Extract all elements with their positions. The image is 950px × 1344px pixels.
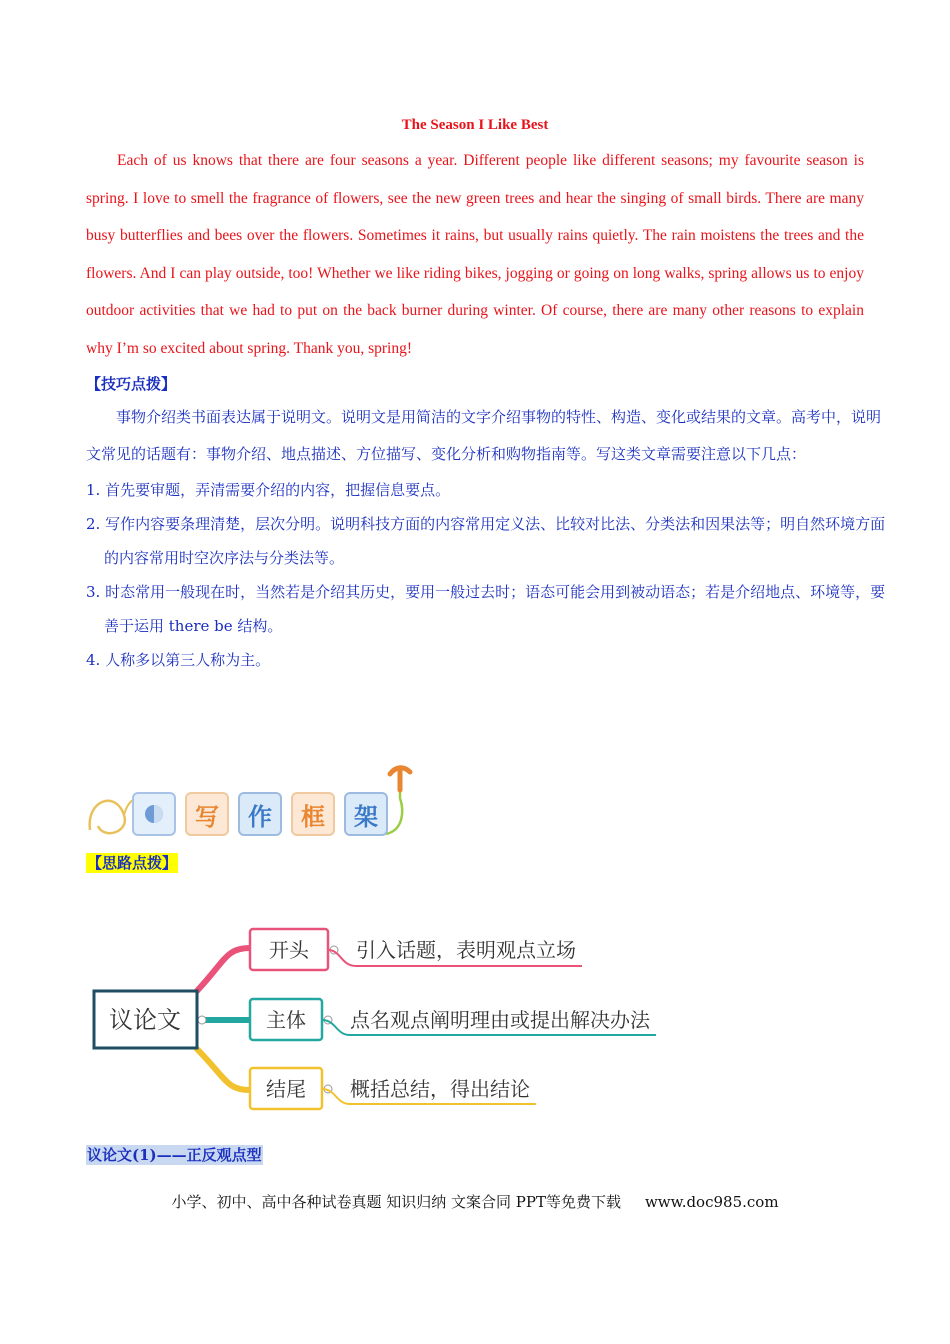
mind-map (86, 900, 686, 1130)
globe-tile-icon (132, 792, 176, 836)
connector-bottom (196, 1048, 250, 1090)
root-label: 议论文 (109, 1006, 181, 1034)
connector-top (196, 948, 250, 992)
tips-item: 1. 首先要审题，弄清需要介绍的内容，把握信息要点。 (86, 481, 451, 499)
banner-tile: 作 (238, 792, 282, 836)
footer-text: 小学、初中、高中各种试卷真题 知识归纳 文案合同 PPT等免费下载 (171, 1193, 621, 1211)
branch-label: 主体 (266, 1008, 306, 1032)
banner-tile: 框 (291, 792, 335, 836)
tips-section (86, 399, 886, 677)
tips-item: 4. 人称多以第三人称为主。 (86, 651, 271, 669)
branch-detail: 点名观点阐明理由或提出解决办法 (350, 1008, 650, 1032)
banner-tile: 写 (185, 792, 229, 836)
page-footer (0, 1191, 950, 1212)
tips-item: 3. 时态常用一般现在时，当然若是介绍其历史，要用一般过去时；语态可能会用到被动语态；若是介绍地点、环境等，要善于运用 there be 结构。 (86, 583, 886, 635)
footer-link[interactable]: www.doc985.com (644, 1193, 779, 1211)
section-heading: 议论文(1)——正反观点型 (87, 1146, 262, 1164)
essay-body: Each of us knows that there are four seasons a year. Different people like different seasons; my favourite season is spring. I love to smell the fragrance of flowers, see the new green trees and hear the singing of small birds. There are many busy butterflies and bees over the flowers. Sometimes it rains, but usually rains quietly. The rain moistens the trees and the flowers. And I can play outside, too! Whether we like riding bikes, jogging or going on long walks, spring allows us to enjoy outdoor activities that we had to put on the back burner during winter. Of course, there are many other reasons to explain why I’m so excited about spring. Thank you, spring! (86, 152, 864, 357)
thinking-heading: 【思路点拨】 (87, 854, 178, 872)
essay-title: The Season I Like Best (401, 117, 549, 133)
tips-heading: 【技巧点拨】 (86, 375, 177, 393)
tips-item: 2. 写作内容要条理清楚，层次分明。说明科技方面的内容常用定义法、比较对比法、分类法和因果法等；明自然环境方面的内容常用时空次序法与分类法等。 (86, 515, 886, 567)
banner-tile: 架 (344, 792, 388, 836)
tips-intro: 事物介绍类书面表达属于说明文。说明文是用简洁的文字介绍事物的特性、构造、变化或结果的文章。高考中，说明文常见的话题有：事物介绍、地点描述、方位描写、变化分析和购物指南等。写这类文章需要注意以下几点： (86, 408, 882, 463)
branch-detail: 概括总结，得出结论 (350, 1077, 530, 1101)
branch-label: 开头 (269, 938, 309, 962)
branch-label: 结尾 (266, 1077, 306, 1101)
branch-detail: 引入话题，表明观点立场 (356, 938, 576, 962)
writing-framework-banner (86, 760, 426, 842)
